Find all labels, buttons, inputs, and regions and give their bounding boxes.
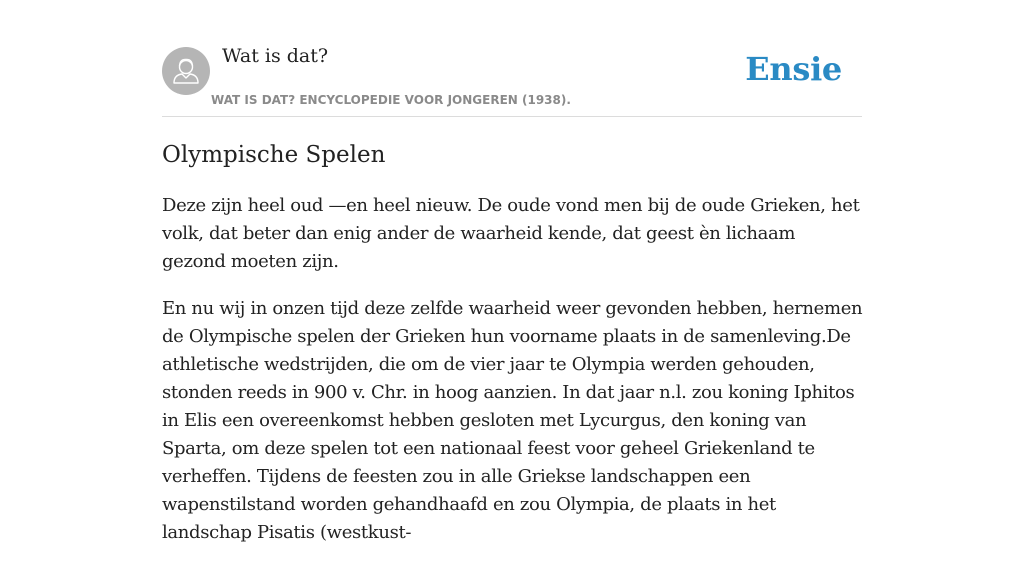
avatar[interactable]	[162, 47, 210, 95]
site-title[interactable]: Wat is dat?	[222, 45, 329, 67]
user-icon	[162, 47, 210, 95]
article-title: Olympische Spelen	[162, 142, 386, 168]
site-subtitle: WAT IS DAT? ENCYCLOPEDIE VOOR JONGEREN (1938).	[211, 93, 571, 107]
article-paragraph: Deze zijn heel oud —en heel nieuw. De oude vond men bij de oude Grieken, het volk, dat beter dan enig ander de waarheid kende, dat geest èn lichaam gezond moeten zijn.	[162, 195, 860, 272]
brand-logo[interactable]: Ensie	[745, 50, 842, 88]
header	[162, 0, 862, 117]
article	[162, 137, 864, 566]
article-paragraph: En nu wij in onzen tijd deze zelfde waarheid weer gevonden hebben, hernemen de Olympische spelen der Grieken hun voorname plaats in de samenleving.De athletische wedstrijden, die om de vier jaar te Olympia werden gehouden, stonden reeds in 900 v. Chr. in hoog aanzien. In dat jaar n.l. zou koning Iphitos in Elis een overeenkomst hebben gesloten met Lycurgus, den koning van Sparta, om deze spelen tot een nationaal feest voor geheel Griekenland te verheffen. Tijdens de feesten zou in alle Griekse landschappen een wapenstilstand worden gehandhaafd en zou Olympia, de plaats in het landschap Pisatis (westkust-	[162, 298, 863, 543]
